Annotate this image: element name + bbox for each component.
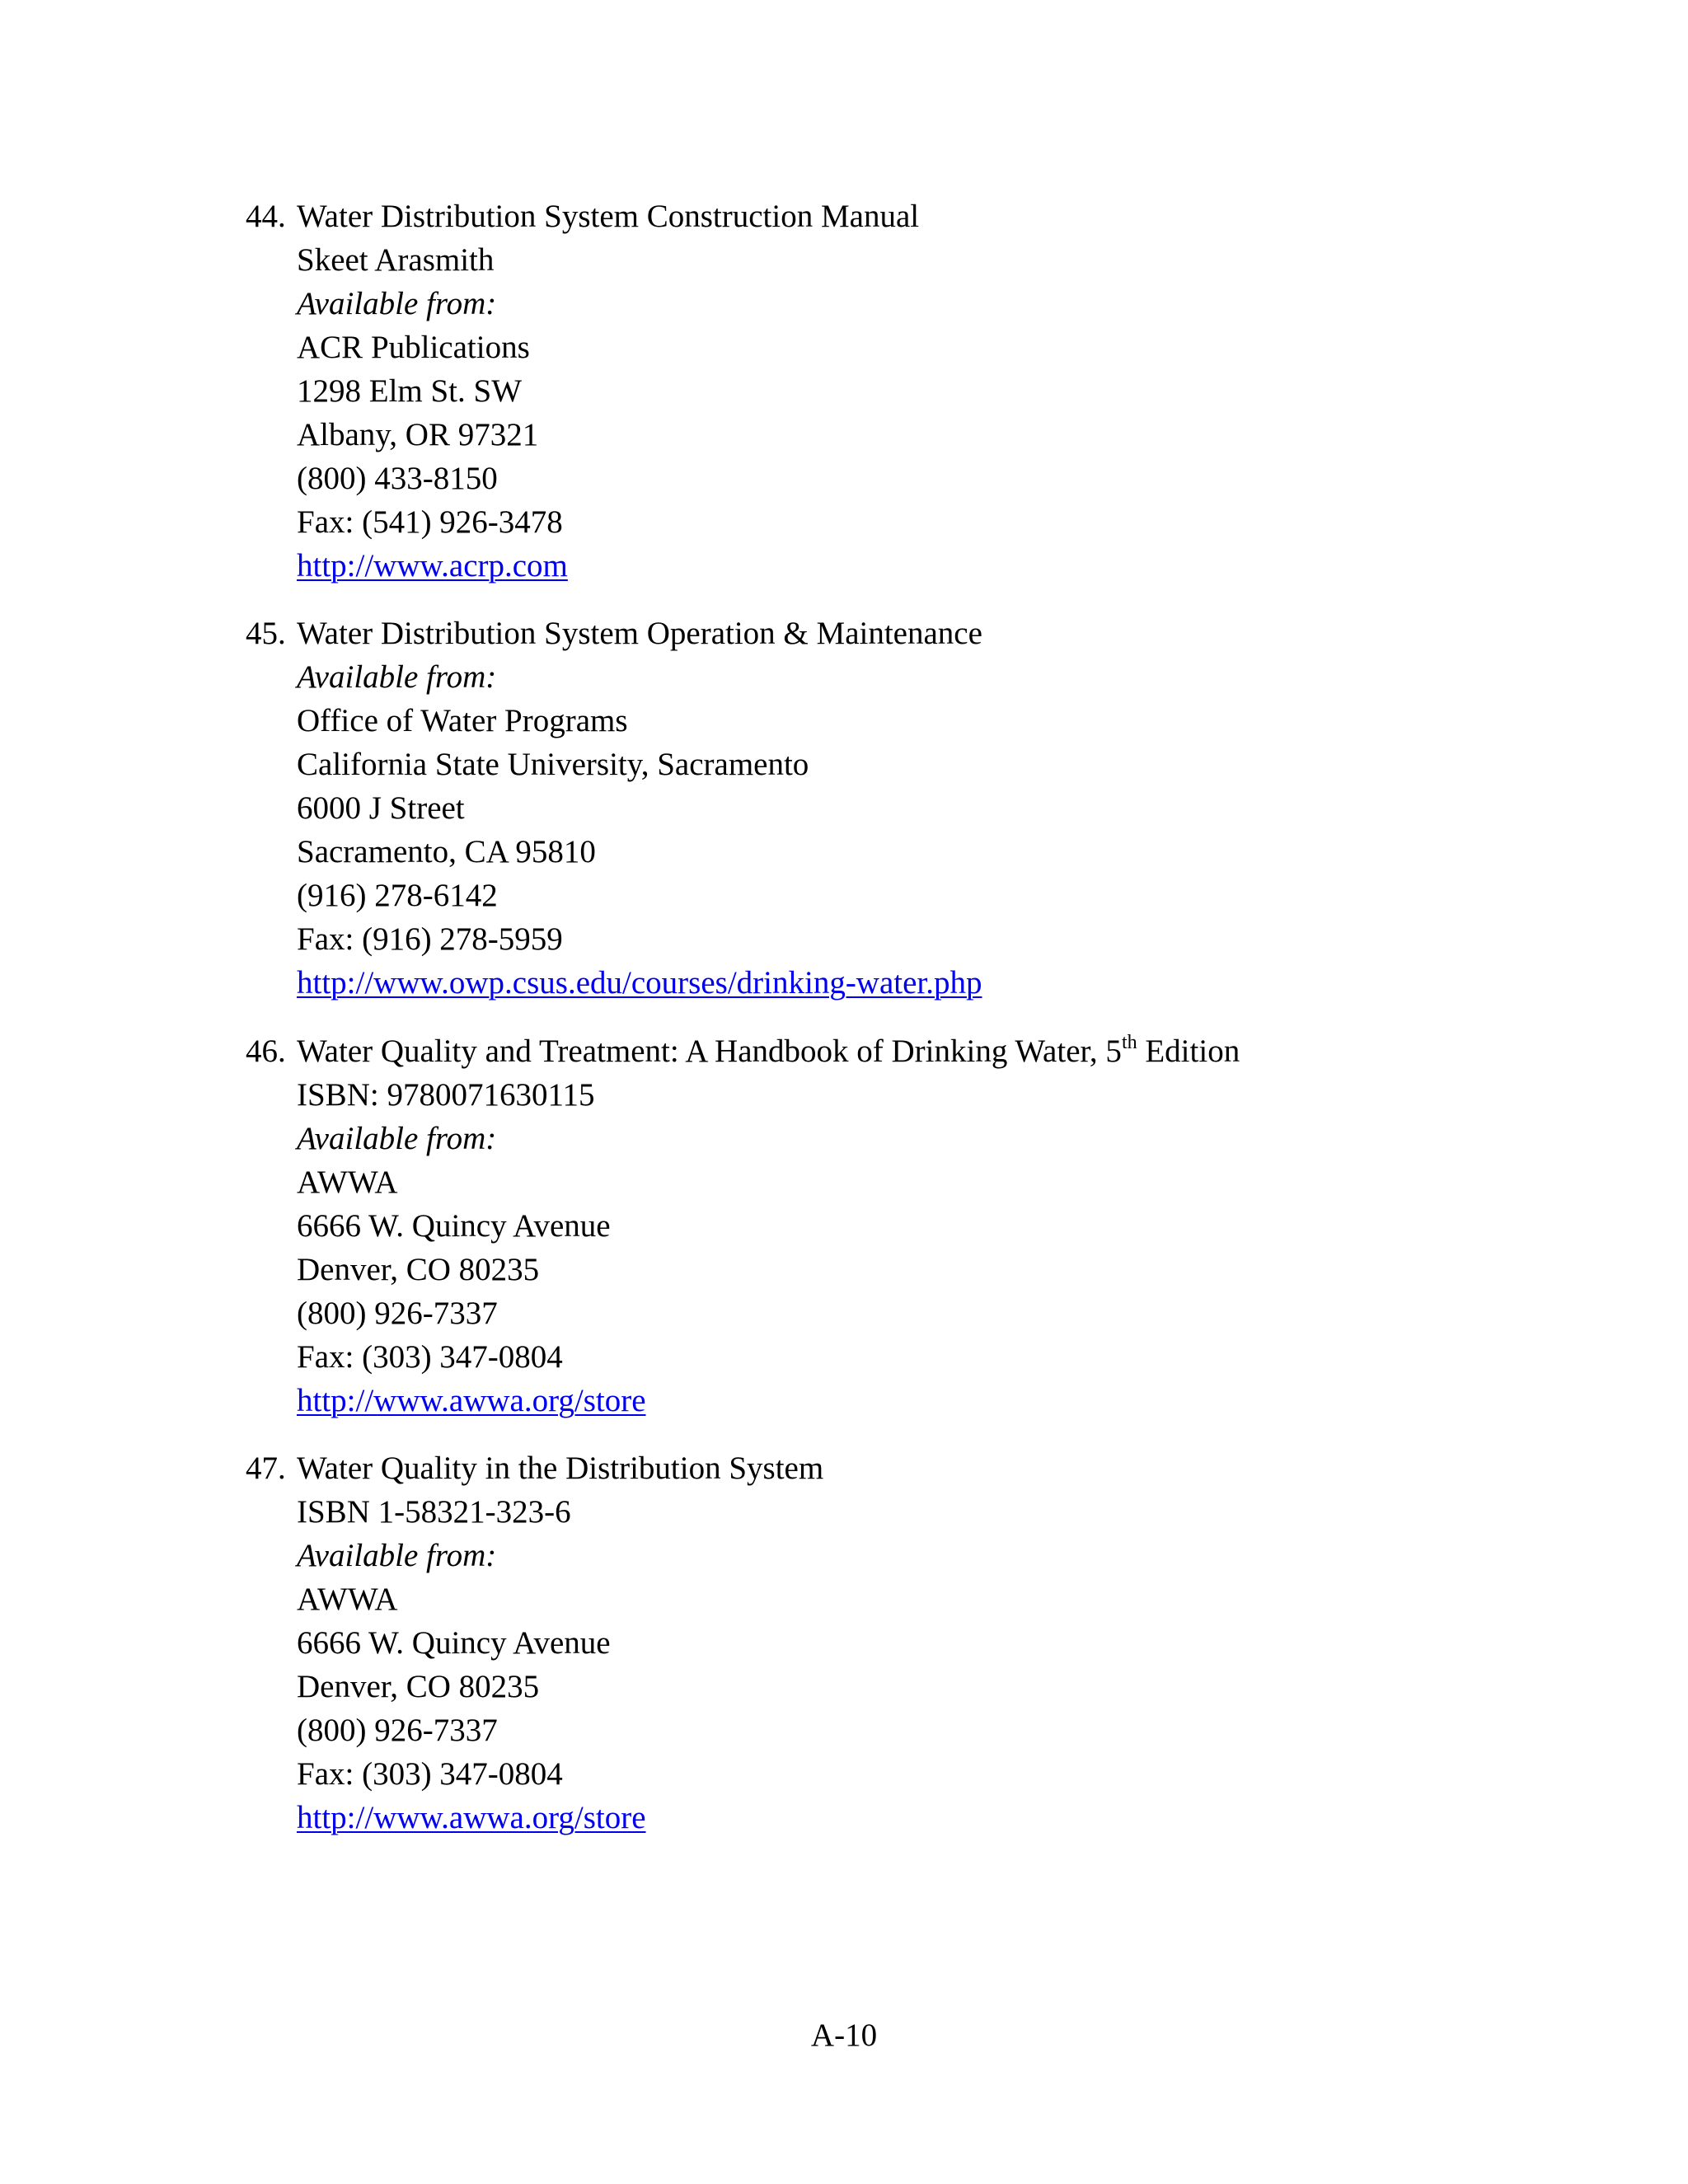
entry-title-row	[246, 194, 1606, 238]
entry-number: 45.	[246, 616, 286, 651]
reference-entry-47	[246, 1446, 1606, 1840]
entry-number: 46.	[246, 1033, 286, 1069]
publisher-name: AWWA	[297, 1165, 398, 1200]
reference-entry-46	[246, 1029, 1606, 1422]
available-from-label: Available from:	[297, 1121, 497, 1156]
fax-number: Fax: (303) 347-0804	[297, 1756, 563, 1792]
publisher-link[interactable]: http://www.awwa.org/store	[297, 1800, 646, 1835]
page-number: A-10	[810, 2018, 878, 2053]
phone-number: (800) 926-7337	[297, 1713, 498, 1748]
publisher-name: Office of Water Programs	[297, 703, 628, 738]
publisher-link[interactable]: http://www.awwa.org/store	[297, 1383, 646, 1418]
entry-number: 47.	[246, 1451, 286, 1486]
available-from-label: Available from:	[297, 659, 497, 695]
isbn: ISBN 1-58321-323-6	[297, 1494, 571, 1530]
publisher-name: AWWA	[297, 1582, 398, 1617]
street-address: 1298 Elm St. SW	[297, 373, 523, 409]
street-address: 6666 W. Quincy Avenue	[297, 1208, 611, 1244]
publisher-link[interactable]: http://www.acrp.com	[297, 548, 568, 583]
entry-title: Water Distribution System Operation & Maintenance	[297, 616, 982, 651]
street-address: 6000 J Street	[297, 790, 465, 826]
publisher-link[interactable]: http://www.owp.csus.edu/courses/drinking-water.php	[297, 965, 982, 1001]
phone-number: (916) 278-6142	[297, 878, 498, 913]
entry-title: Water Quality in the Distribution System	[297, 1451, 824, 1486]
entry-title	[297, 1029, 1240, 1073]
entry-author: Skeet Arasmith	[297, 242, 495, 278]
entry-title-end: Edition	[1137, 1033, 1240, 1069]
available-from-label: Available from:	[297, 286, 497, 321]
entry-title-row	[246, 1446, 1606, 1490]
institution-name: California State University, Sacramento	[297, 747, 809, 782]
entry-number: 44.	[246, 199, 286, 234]
phone-number: (800) 926-7337	[297, 1296, 498, 1331]
entry-title-row	[246, 612, 1606, 655]
phone-number: (800) 433-8150	[297, 461, 498, 496]
fax-number: Fax: (541) 926-3478	[297, 504, 563, 540]
city-state-zip: Sacramento, CA 95810	[297, 834, 596, 869]
city-state-zip: Albany, OR 97321	[297, 417, 539, 452]
entry-title-main: Water Quality and Treatment: A Handbook of Drinking Water, 5	[297, 1033, 1122, 1069]
street-address: 6666 W. Quincy Avenue	[297, 1625, 611, 1661]
entry-title: Water Distribution System Construction Manual	[297, 199, 920, 234]
publisher-name: ACR Publications	[297, 330, 530, 365]
city-state-zip: Denver, CO 80235	[297, 1669, 540, 1704]
entry-title-row	[246, 1029, 1606, 1073]
reference-entry-45	[246, 612, 1606, 1005]
edition-superscript: th	[1121, 1032, 1137, 1053]
available-from-label: Available from:	[297, 1538, 497, 1573]
reference-entry-44	[246, 194, 1606, 588]
fax-number: Fax: (916) 278-5959	[297, 921, 563, 957]
fax-number: Fax: (303) 347-0804	[297, 1339, 563, 1375]
isbn: ISBN: 9780071630115	[297, 1077, 595, 1113]
city-state-zip: Denver, CO 80235	[297, 1252, 540, 1287]
